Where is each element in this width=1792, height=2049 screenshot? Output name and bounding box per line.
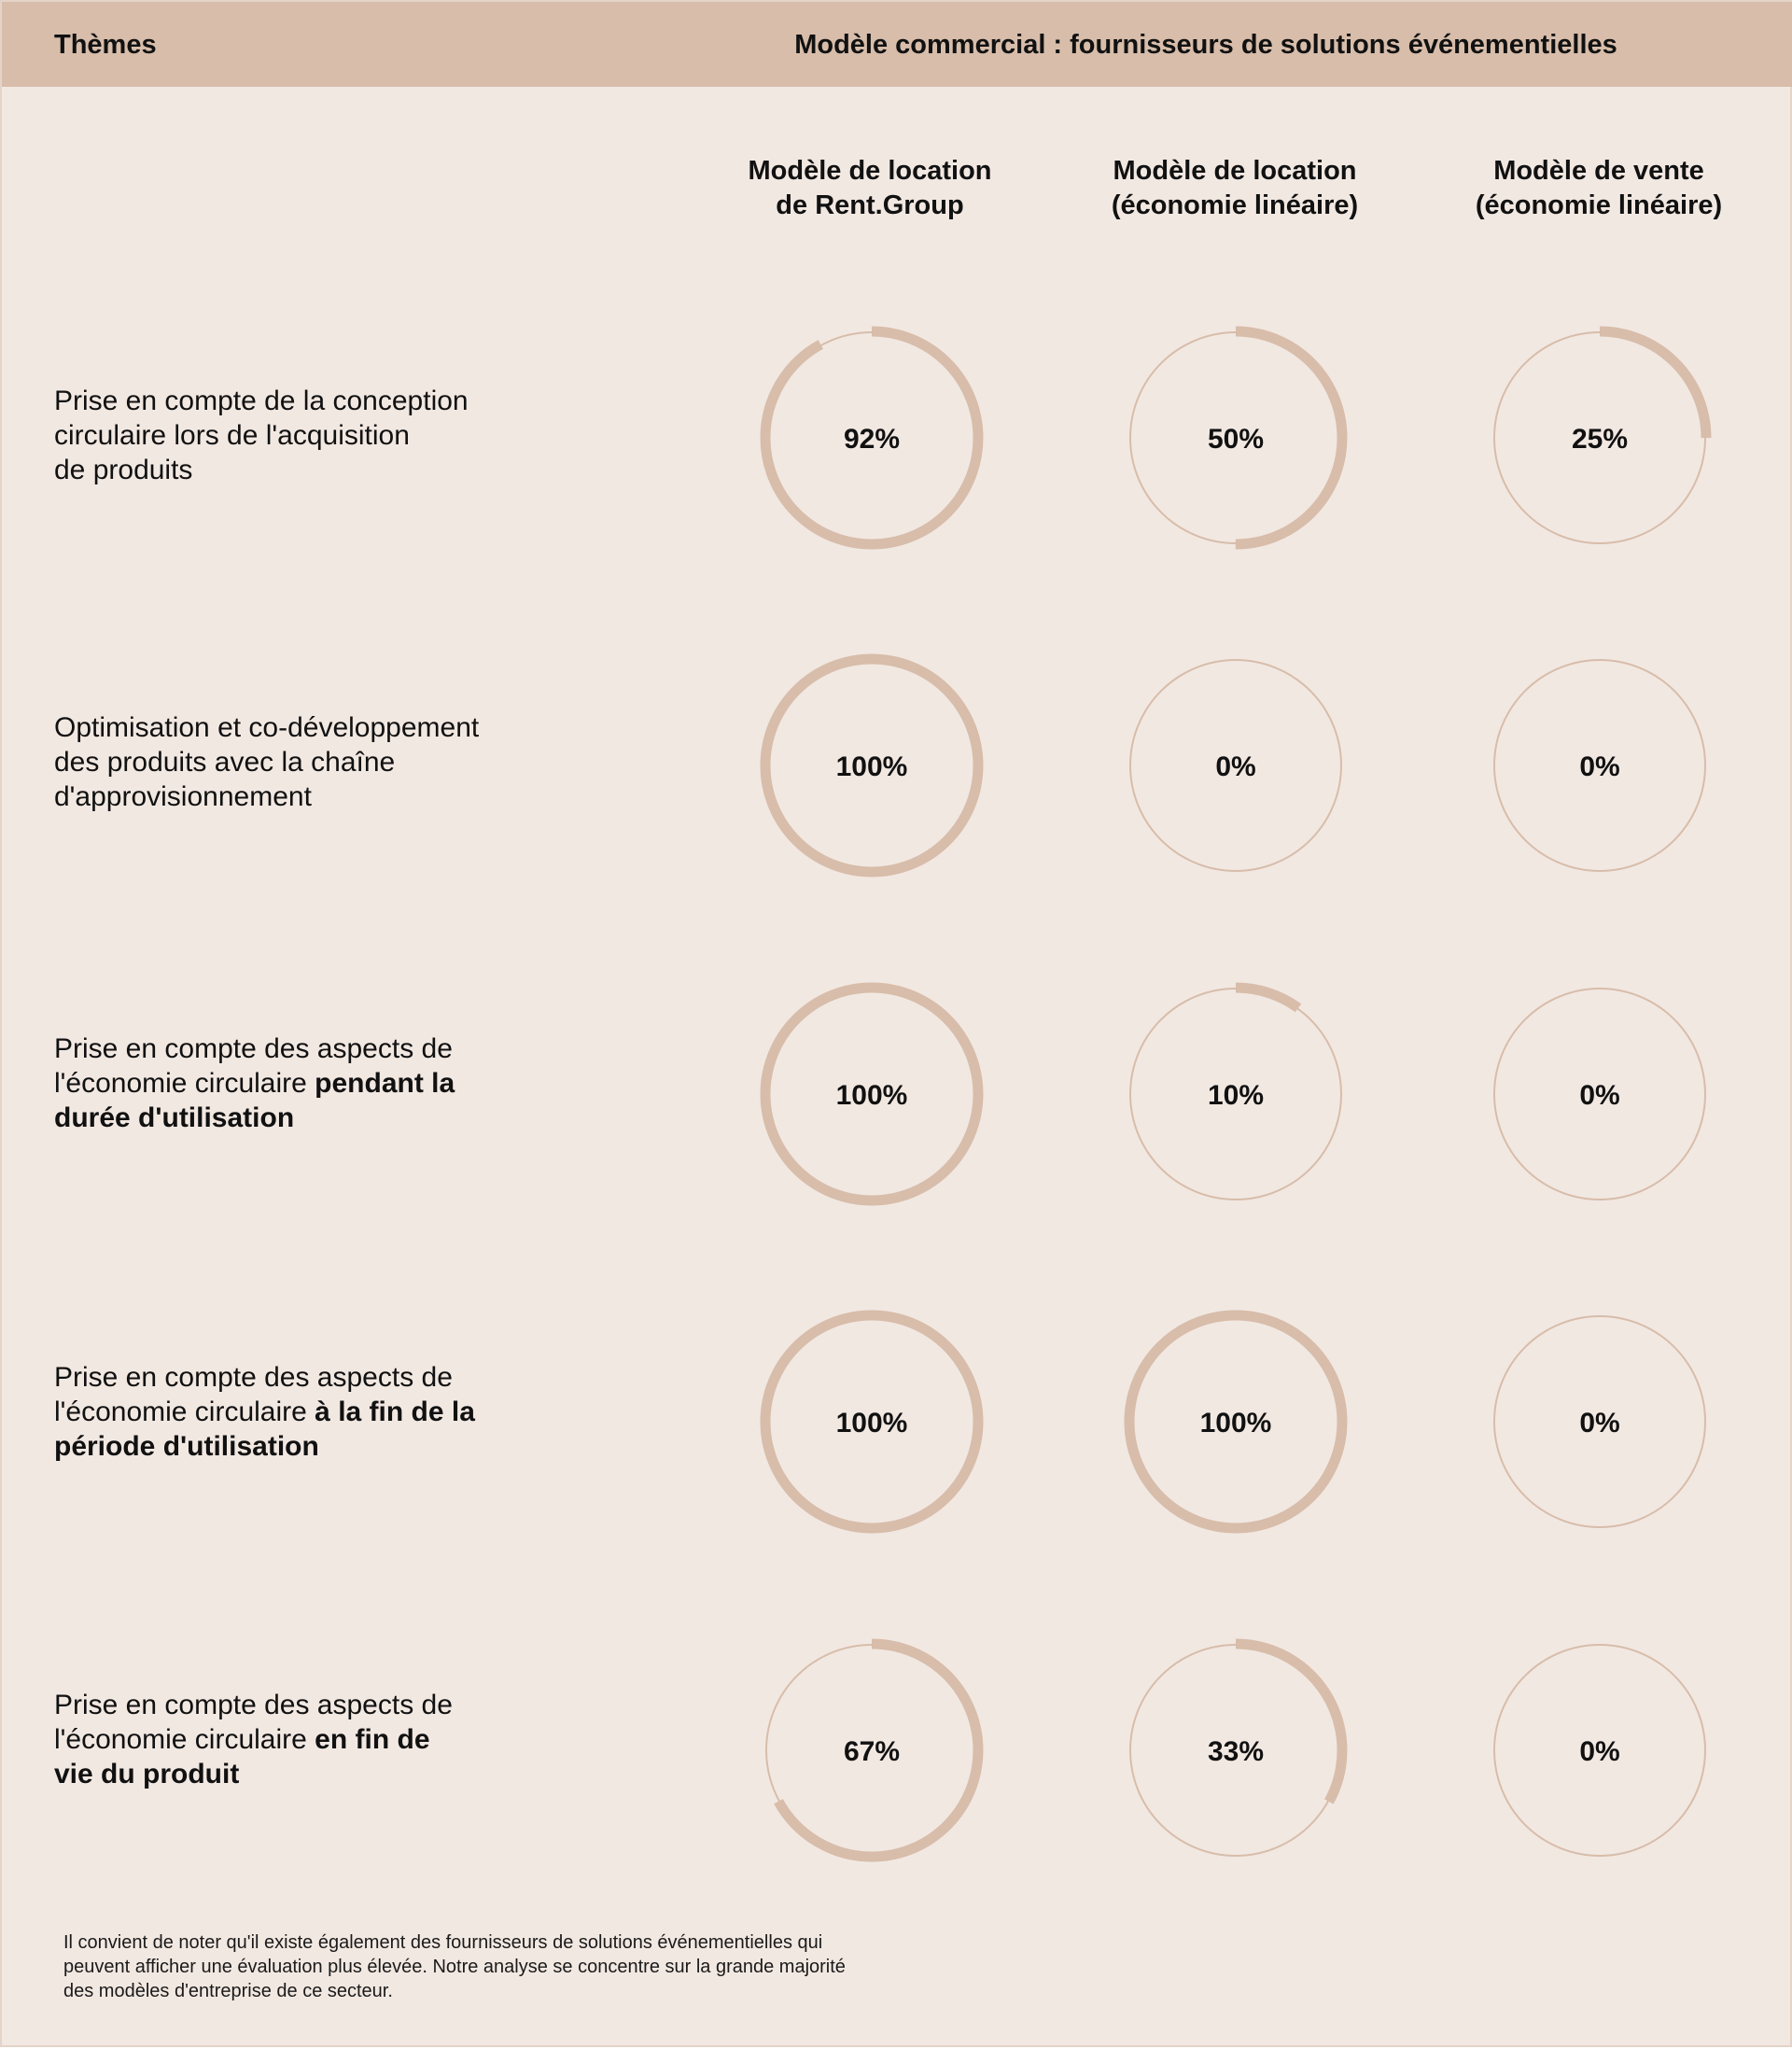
donut-value-label: 100% — [1199, 1408, 1272, 1439]
row-label-emphasis: vie du produit — [54, 1759, 240, 1789]
donut-value-label: 100% — [835, 1408, 908, 1439]
donut-2-1 — [765, 659, 978, 872]
donut-value-label: 0% — [1579, 1736, 1620, 1767]
row-label-line: Prise en compte des aspects de — [54, 1362, 453, 1393]
donut-value-label: 0% — [1579, 1080, 1620, 1111]
column-heading-line: de Rent.Group — [776, 190, 964, 220]
donut-value-label: 92% — [843, 424, 901, 455]
donut-1-3 — [1493, 331, 1706, 544]
donut-4-2 — [1129, 1315, 1342, 1528]
donut-value-label: 33% — [1207, 1736, 1265, 1767]
footnote-line: Il convient de noter qu'il existe également des fournisseurs de solutions événementielles qui — [63, 1932, 823, 1953]
donut-value-label: 50% — [1207, 424, 1265, 455]
donut-4-1 — [765, 1315, 978, 1528]
column-heading-line: (économie linéaire) — [1111, 190, 1359, 220]
donut-3-1 — [765, 988, 978, 1200]
row-label-text: l'économie circulaire — [54, 1068, 315, 1099]
row-label-line: circulaire lors de l'acquisition — [54, 420, 410, 451]
donut-2-3 — [1494, 660, 1705, 871]
row-label-line: des produits avec la chaîne — [54, 747, 396, 778]
row-label-line: Prise en compte des aspects de — [54, 1033, 453, 1064]
row-label-text: l'économie circulaire — [54, 1396, 315, 1427]
themes-heading: Thèmes — [54, 30, 157, 60]
donut-4-3 — [1494, 1316, 1705, 1527]
donut-2-2 — [1130, 660, 1341, 871]
row-label-emphasis: période d'utilisation — [54, 1431, 319, 1462]
donut-5-3 — [1494, 1645, 1705, 1856]
business-model-heading: Modèle commercial : fournisseurs de solutions événementielles — [794, 30, 1617, 60]
row-label-line: Optimisation et co-développement — [54, 712, 480, 743]
row-label-line: d'approvisionnement — [54, 781, 312, 812]
donut-value-label: 0% — [1215, 751, 1256, 782]
donut-5-2 — [1129, 1644, 1342, 1857]
column-heading-line: Modèle de location — [748, 156, 992, 186]
donut-value-label: 10% — [1207, 1080, 1265, 1111]
row-label-line: Prise en compte de la conception — [54, 386, 469, 416]
row-label-line: de produits — [54, 455, 193, 485]
row-label-emphasis: durée d'utilisation — [54, 1102, 295, 1133]
donut-3-2 — [1129, 988, 1342, 1200]
footnote-line: des modèles d'entreprise de ce secteur. — [63, 1981, 393, 2001]
row-label-line: Prise en compte des aspects de — [54, 1690, 453, 1720]
donut-value-label: 100% — [835, 751, 908, 782]
footnote — [63, 1930, 959, 2003]
footnote-line: peuvent afficher une évaluation plus élevée. Notre analyse se concentre sur la grande majorité — [63, 1957, 846, 1977]
column-heading-line: Modèle de location — [1113, 156, 1357, 186]
donut-1-2 — [1129, 331, 1342, 544]
donut-1-1 — [765, 331, 978, 544]
donut-value-label: 25% — [1571, 424, 1629, 455]
donut-chart-grid — [2, 2, 1792, 2049]
row-label-emphasis: pendant la — [315, 1068, 455, 1099]
column-heading-line: (économie linéaire) — [1475, 190, 1723, 220]
row-label-emphasis: en fin de — [315, 1724, 430, 1755]
donut-value-label: 100% — [835, 1080, 908, 1111]
donut-5-1 — [765, 1644, 978, 1857]
donut-value-label: 0% — [1579, 751, 1620, 782]
donut-value-label: 67% — [843, 1736, 901, 1767]
column-heading-line: Modèle de vente — [1493, 156, 1704, 186]
donut-value-label: 0% — [1579, 1408, 1620, 1439]
row-label-text: l'économie circulaire — [54, 1724, 315, 1755]
row-label-emphasis: à la fin de la — [315, 1396, 475, 1427]
donut-3-3 — [1494, 989, 1705, 1200]
